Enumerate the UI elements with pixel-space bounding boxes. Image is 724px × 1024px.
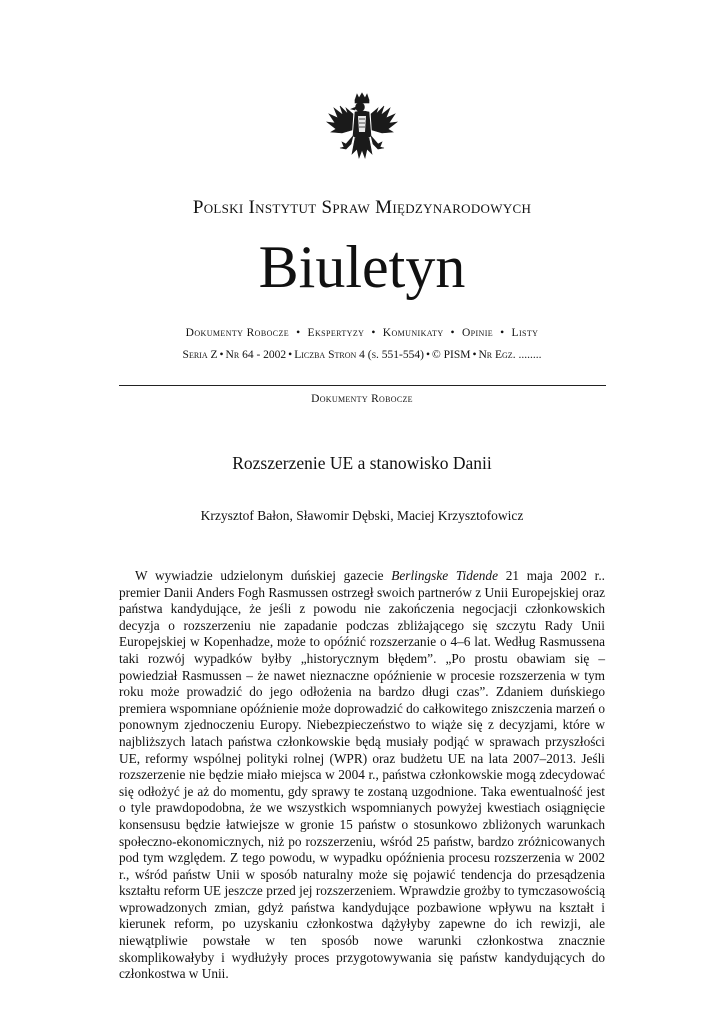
section-label: Dokumenty Robocze xyxy=(311,393,413,405)
meta-copyright: © PISM xyxy=(431,349,471,361)
article-authors: Krzysztof Bałon, Sławomir Dębski, Maciej Krzysztofowicz xyxy=(200,508,524,523)
body-paragraph xyxy=(119,568,605,983)
series-item: Ekspertyzy xyxy=(307,327,365,339)
meta-copy-number: Nr Egz. ........ xyxy=(478,349,542,361)
bullet-separator: • xyxy=(425,349,430,361)
bullet-separator: • xyxy=(500,327,505,339)
polish-eagle-emblem xyxy=(322,92,402,174)
meta-number: Nr 64 - 2002 xyxy=(225,349,287,361)
institute-name: Polski Instytut Spraw Międzynarodowych xyxy=(192,197,532,218)
header-divider xyxy=(119,385,606,386)
publication-meta xyxy=(0,349,724,361)
bullet-separator: • xyxy=(288,349,293,361)
bullet-separator: • xyxy=(219,349,224,361)
bullet-separator: • xyxy=(296,327,301,339)
bullet-separator: • xyxy=(371,327,376,339)
series-list xyxy=(0,327,724,339)
bullet-separator: • xyxy=(472,349,477,361)
series-item: Komunikaty xyxy=(382,327,444,339)
paragraph-text: 21 maja 2002 r.. premier Danii Anders Fogh Rasmussen ostrzegł swoich partnerów z Unii Europejskiej oraz państwa kandydujące, że jeśli z powodu nie zakończenia negocjacji członkowskich decyzja o rozszerzeniu nie zapadanie podczas zbliżającego się szczytu Rady Unii Europejskiej w Kopenhadze, może to opóźnić rozszerzanie o 4–6 lat. Według Rasmussena taki rozwój wypadków byłby „historycznym błędem”. „Po prostu obawiam się – powiedział Rasmussen – że nawet nieznaczne opóźnienie w procesie rozszerzenia w tym roku może prowadzić do jego odłożenia na bardzo długi czas”. Zdaniem duńskiego premiera wspomniane opóźnienie może doprowadzić do całkowitego zniszczenia marzeń o ponownym zjednoczeniu Europy. Niebezpieczeństwo to wiąże się z decyzjami, które w najbliższych latach państwa członkowskie będą musiały podjąć w sprawach przyszłości UE, reformy wspólnej polityki rolnej (WPR) oraz budżetu UE na lata 2007–2013. Jeśli rozszerzenie nie będzie miało miejsca w 2004 r., państwa członkowskie mogą zdecydować się odłożyć je aż do momentu, gdy sprawy te zostaną uzgodnione. Taka ewentualność jest o tyle prawdopodobna, że we wszystkich wspomnianych powyżej kwestiach osiągnięcie konsensusu będzie łatwiejsze w gronie 15 państw o stosunkowo zbliżonych warunkach społeczno-ekonomicznych, niż po rozszerzeniu, wśród 25 państw, bardzo zróżnicowanych pod tym względem. Z tego powodu, w wypadku opóźnienia procesu rozszerzenia w 2002 r., wśród państw Unii w sposób naturalny może się pojawić tendencja do przesądzenia kształtu reform UE jeszcze przed jej rozszerzeniem. Wprawdzie grożby to tymczasowością wprowadzonych zmian, gdyż państwa kandydujące pozbawione wpływu na kształt i kierunek reform, po uzyskaniu członkostwa dążyłyby zapewne do ich rewizji, ale niewątpliwie powstałe w ten sposób nowe warunki członkostwa znacznie skomplikowałyby i wydłużyły proces przygotowywania się państw kandydujących do członkostwa w Unii. xyxy=(119,568,605,982)
publication-title: Biuletyn xyxy=(258,234,466,300)
series-item: Listy xyxy=(511,327,539,339)
article-title: Rozszerzenie UE a stanowisko Danii xyxy=(232,453,492,473)
series-item: Dokumenty Robocze xyxy=(185,327,290,339)
series-item: Opinie xyxy=(461,327,494,339)
meta-pages: Liczba Stron 4 (s. 551-554) xyxy=(294,349,424,361)
meta-series: Seria Z xyxy=(182,349,218,361)
newspaper-name: Berlingske Tidende xyxy=(391,568,498,583)
paragraph-lead: W wywiadzie udzielonym duńskiej gazecie xyxy=(135,568,392,583)
bullet-separator: • xyxy=(450,327,455,339)
